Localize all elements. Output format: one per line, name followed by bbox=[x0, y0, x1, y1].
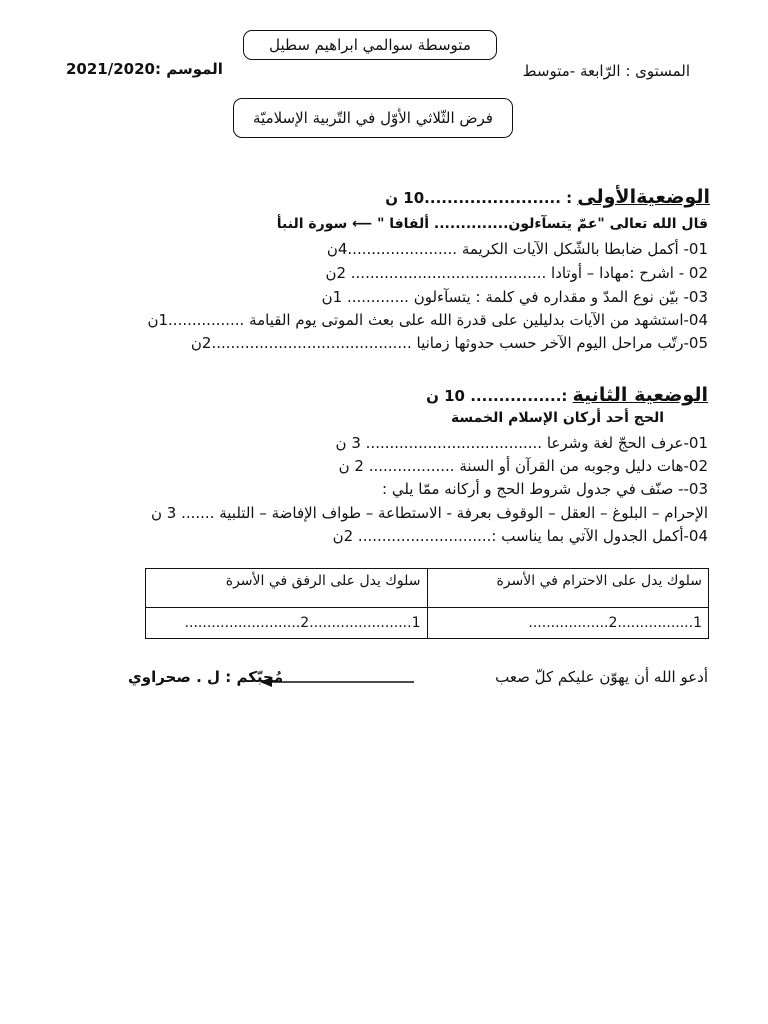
exam-title: فرض الثّلاثي الأوّل في التّربية الإسلاميّة bbox=[253, 109, 493, 127]
section1-verse: قال الله تعالى "عمّ يتسآءلون.............. ألفافا " ⟵ سورة النبأ bbox=[276, 216, 708, 232]
section2-question-1: 01-عرف الحجّ لغة وشرعا ..................................... 3 ن bbox=[335, 434, 708, 452]
section2-question-2: 02-هات دليل وجوبه من القرآن أو السنة .................. 2 ن bbox=[338, 457, 708, 475]
school-name-box bbox=[243, 30, 497, 60]
section1-question-4: 04-استشهد من الآيات بدليلين على قدرة الله على بعث الموتى يوم القيامة ................1ن bbox=[147, 311, 708, 329]
table-cell-respect: 1.................2.................. bbox=[427, 608, 709, 639]
section1-points: : ........................10 ن bbox=[385, 189, 573, 207]
table-header-kindness: سلوك يدل على الرفق في الأسرة bbox=[146, 569, 428, 608]
season-label: الموسم :2021/2020 bbox=[66, 60, 223, 78]
table-header-row bbox=[146, 569, 709, 608]
section1-question-2: 02 - اشرح :مهادا – أوتادا ......................................... 2ن bbox=[325, 264, 708, 282]
section2-points: :................ 10 ن bbox=[426, 387, 568, 405]
section1-question-1: 01- أكمل ضابطا بالشّكل الآيات الكريمة .......................4ن bbox=[326, 240, 708, 258]
section2-word-list: الإحرام – البلوغ – العقل – الوقوف بعرفة - الاستطاعة – طواف الإفاضة – التلبية ....... 3 ن bbox=[150, 504, 708, 522]
school-name: متوسطة سوالمي ابراهيم سطيل bbox=[269, 36, 471, 54]
section2-question-3: 03-- صنّف في جدول شروط الحج و أركانه ممّا يلي : bbox=[382, 480, 708, 498]
footer-signature: مُحبّكم : ل . صحراوي bbox=[128, 668, 284, 686]
exam-title-box bbox=[233, 98, 513, 138]
behavior-table bbox=[145, 568, 709, 639]
footer bbox=[128, 668, 708, 696]
section2-question-4: 04-أكمل الجدول الآتي بما يناسب :............................ 2ن bbox=[332, 527, 708, 545]
table-row bbox=[146, 608, 709, 639]
footer-prayer: أدعو الله أن يهوّن عليكم كلّ صعب bbox=[495, 668, 708, 686]
section1-title: الوضعيةالأولى bbox=[577, 186, 710, 208]
section1-question-5: 05-رتّب مراحل اليوم الآخر حسب حدوثها زمانيا ..........................................2ن bbox=[190, 334, 708, 352]
table-header-respect: سلوك يدل على الاحترام في الأسرة bbox=[427, 569, 709, 608]
table-cell-kindness: 1.......................2.......................... bbox=[146, 608, 428, 639]
section2-subtitle: الحج أحد أركان الإسلام الخمسة bbox=[450, 410, 664, 426]
section1-question-3: 03- بيّن نوع المدّ و مقداره في كلمة : يتسآءلون ............. 1ن bbox=[321, 288, 708, 306]
level-label: المستوى : الرّابعة -متوسط bbox=[522, 62, 690, 80]
section2-heading bbox=[426, 384, 708, 406]
section1-heading bbox=[385, 186, 710, 208]
section2-title: الوضعية الثانية bbox=[572, 384, 708, 406]
